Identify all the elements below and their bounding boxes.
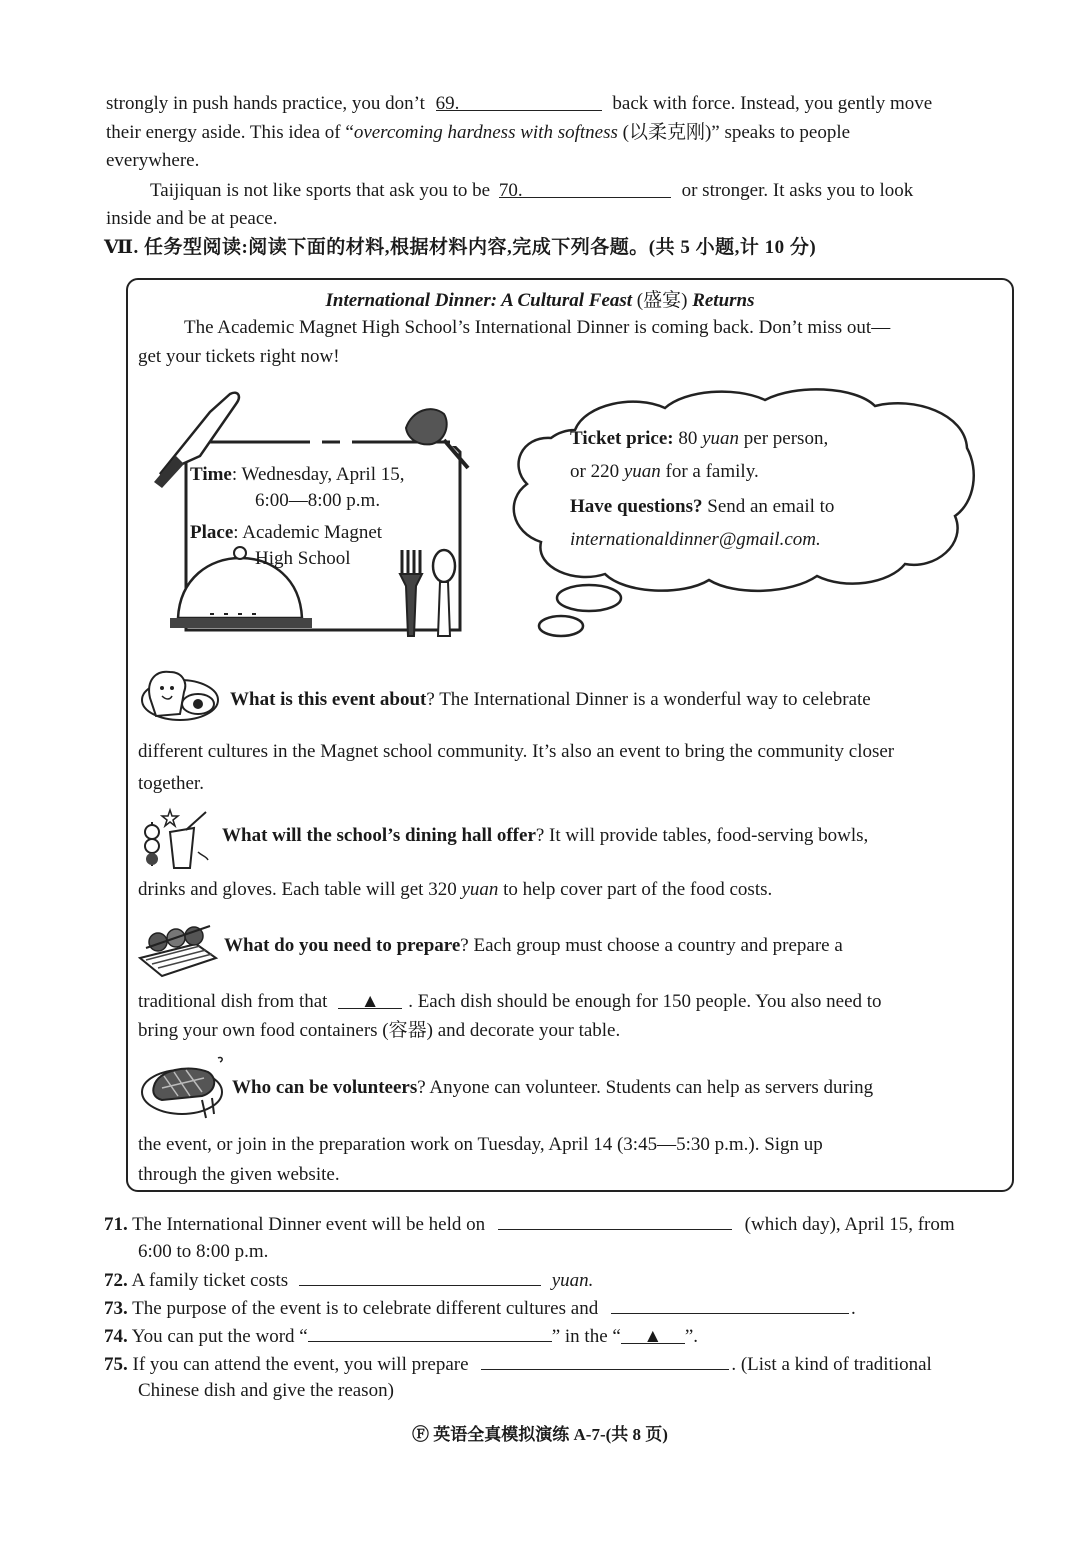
question-text: ” in the “ — [551, 1326, 621, 1347]
question-71-line-2: 6:00 to 8:00 p.m. — [138, 1241, 269, 1262]
question-number: 72. — [104, 1270, 128, 1291]
text: ? Each group must choose a country and prepare a — [460, 935, 843, 956]
text: Send an email to — [702, 496, 835, 517]
section-heading: Who can be volunteers — [232, 1077, 418, 1098]
question-number: 73. — [104, 1298, 128, 1319]
blank-69[interactable] — [435, 90, 602, 114]
title-part: : A Cultural Feast — [490, 290, 633, 311]
card-place-line — [190, 520, 382, 546]
unit: yuan — [623, 461, 661, 482]
email-address[interactable]: internationaldinner@gmail.com. — [570, 529, 821, 550]
unit: yuan — [702, 428, 740, 449]
place-value: : Academic Magnet — [233, 522, 383, 543]
section-prepare — [224, 932, 843, 960]
triangle-mark: ▲ — [360, 991, 380, 1012]
blank-triangle[interactable] — [338, 988, 402, 1012]
section-prepare-line-3: bring your own food containers (容器) and decorate your table. — [138, 1020, 621, 1041]
question-text: The International Dinner event will be held on — [132, 1214, 486, 1235]
section-about-line-3: together. — [138, 773, 204, 794]
text: ? The International Dinner is a wonderful way to celebrate — [426, 689, 871, 710]
text: back with force. Instead, you gently move — [612, 93, 933, 114]
questions-label: Have questions? — [570, 496, 703, 517]
text: or stronger. It asks you to look — [681, 180, 914, 201]
section-about — [230, 686, 871, 714]
answer-blank-71[interactable] — [498, 1209, 732, 1230]
triangle-reference — [621, 1323, 685, 1347]
text: drinks and gloves. Each table will get 320 — [138, 879, 462, 900]
text: to help cover part of the food costs. — [498, 879, 773, 900]
passage-line-1 — [106, 90, 932, 118]
text: . Each dish should be enough for 150 people. You also need to — [408, 991, 882, 1012]
section-heading: What will the school’s dining hall offer — [222, 825, 536, 846]
question-number: 71. — [104, 1214, 128, 1235]
section-prepare-line-2 — [138, 988, 882, 1016]
fork-icon — [400, 550, 422, 636]
text: their energy aside. This idea of “ — [106, 122, 354, 143]
intro-line-2: get your tickets right now! — [138, 346, 340, 367]
question-text: You can put the word “ — [131, 1326, 308, 1347]
question-text: ”. — [684, 1326, 699, 1347]
cloud-questions-line — [570, 490, 834, 524]
italic-phrase: overcoming hardness with softness — [353, 122, 618, 143]
section-title: Ⅶ. 任务型阅读:阅读下面的材料,根据材料内容,完成下列各题。(共 5 小题,计 10 分) — [104, 237, 817, 258]
time-value: : Wednesday, April 15, — [231, 464, 405, 485]
question-73 — [104, 1293, 856, 1323]
text: 80 — [673, 428, 703, 449]
question-text: (which day), April 15, from — [744, 1214, 955, 1235]
section-offer — [222, 822, 868, 850]
title-part: Returns — [692, 290, 755, 311]
spoon-icon — [433, 550, 455, 636]
cloud-family-line — [570, 455, 759, 489]
text: traditional dish from that — [138, 991, 328, 1012]
passage-title — [0, 285, 1080, 312]
answer-blank-75[interactable] — [481, 1349, 729, 1370]
unit: yuan — [461, 879, 499, 900]
blank-number: 69. — [435, 93, 460, 114]
blank-number: 70. — [498, 180, 523, 201]
card-place-line-2: High School — [255, 548, 351, 569]
drink-skewer-icon — [136, 802, 216, 874]
question-71 — [104, 1209, 955, 1239]
question-text: yuan. — [551, 1270, 594, 1291]
section-volunteers-line-2: the event, or join in the preparation work on Tuesday, April 14 (3:45—5:30 p.m.). Sign up — [138, 1134, 823, 1155]
triangle-mark: ▲ — [643, 1326, 663, 1347]
section-heading: What do you need to prepare — [224, 935, 461, 956]
passage-line-3: everywhere. — [106, 150, 200, 171]
page-footer: Ⓕ 英语全真模拟演练 A-7-(共 8 页) — [412, 1425, 668, 1444]
text: (以柔克刚)” speaks to people — [622, 122, 851, 143]
passage-line-4 — [150, 177, 913, 205]
text: ? Anyone can volunteer. Students can help as servers during — [417, 1077, 874, 1098]
question-75 — [104, 1349, 932, 1379]
steak-icon — [138, 1052, 226, 1122]
section-volunteers-line-3: through the given website. — [138, 1164, 340, 1185]
question-75-line-2: Chinese dish and give the reason) — [138, 1380, 394, 1401]
text: ? It will provide tables, food-serving bowls, — [535, 825, 869, 846]
question-72 — [104, 1265, 593, 1295]
cloud-price-line — [570, 422, 828, 456]
blank-70[interactable] — [498, 177, 671, 201]
place-label: Place — [190, 522, 234, 543]
section-volunteers — [232, 1074, 873, 1102]
title-part: International Dinner — [325, 290, 491, 311]
question-text: A family ticket costs — [131, 1270, 289, 1291]
answer-blank-73[interactable] — [611, 1293, 849, 1314]
section-offer-line-2 — [138, 876, 772, 904]
card-time-hours: 6:00—8:00 p.m. — [255, 490, 381, 511]
card-time-line — [190, 462, 405, 488]
section-about-line-2: different cultures in the Magnet school community. It’s also an event to bring the community closer — [138, 741, 895, 762]
text: or 220 — [570, 461, 624, 482]
intro-line-1: The Academic Magnet High School’s International Dinner is coming back. Don’t miss out— — [184, 317, 891, 338]
question-text: . — [850, 1298, 856, 1319]
question-number: 74. — [104, 1326, 128, 1347]
answer-blank-74[interactable] — [308, 1321, 552, 1342]
section-heading: What is this event about — [230, 689, 427, 710]
question-74 — [104, 1321, 698, 1351]
time-label: Time — [190, 464, 232, 485]
title-part: (盛宴) — [636, 290, 688, 311]
answer-blank-72[interactable] — [299, 1265, 541, 1286]
price-label: Ticket price: — [570, 428, 674, 449]
text: per person, — [739, 428, 829, 449]
question-text: If you can attend the event, you will prepare — [132, 1354, 469, 1375]
passage-line-5: inside and be at peace. — [106, 208, 278, 229]
text: strongly in push hands practice, you don’t — [106, 93, 425, 114]
toast-egg-icon — [136, 666, 222, 726]
grill-food-icon — [136, 918, 220, 980]
question-text: . (List a kind of traditional — [731, 1354, 932, 1375]
text: for a family. — [660, 461, 759, 482]
question-text: The purpose of the event is to celebrate different cultures and — [132, 1298, 599, 1319]
text: Taijiquan is not like sports that ask you to be — [150, 180, 491, 201]
question-number: 75. — [104, 1354, 128, 1375]
passage-line-2 — [106, 119, 850, 147]
